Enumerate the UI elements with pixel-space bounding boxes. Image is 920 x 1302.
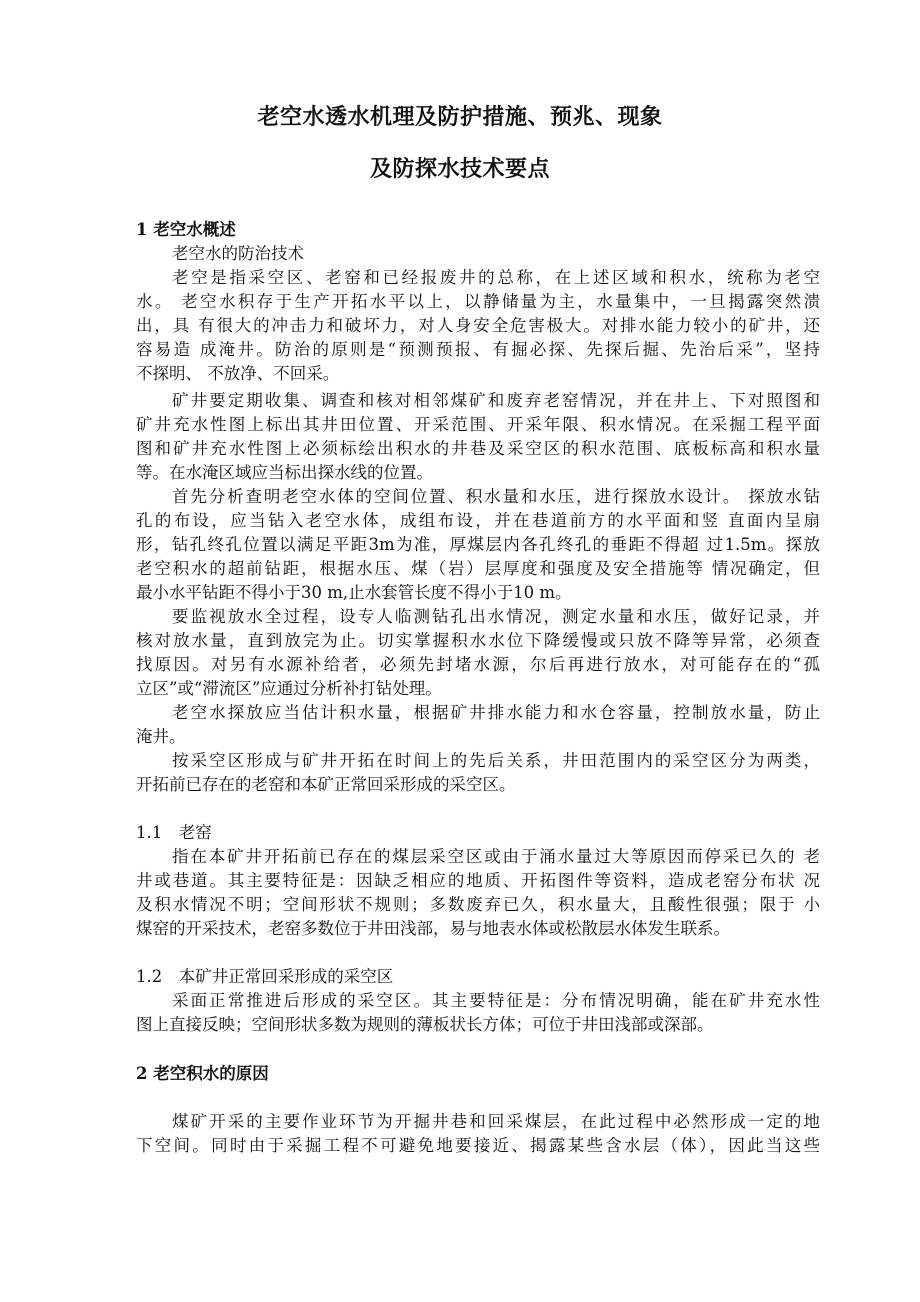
document-title-line-2: 及防探水技术要点 [369,156,550,182]
paragraph-line: 出，具 有很大的冲击力和破坏力，对人身安全危害极大。对排水能力较小的矿井，还 [136,316,820,335]
section-1-heading: 1 老空水概述 [136,220,236,239]
paragraph-line: 等。在水淹区域应当标出探水线的位置。 [136,463,433,482]
paragraph-line: 要监视放水全过程，设专人临测钻孔出水情况，测定水量和水压，做好记录，并 [172,607,820,626]
document-title-line-1: 老空水透水机理及防护措施、预兆、现象 [257,104,663,130]
paragraph-line: 下空间。同时由于采掘工程不可避免地要接近、揭露某些含水层（体），因此当这些 [136,1136,820,1155]
paragraph-line: 最小水平钻距不得小于30 m,止水套管长度不得小于10 m。 [136,583,572,602]
section-2-heading: 2 老空积水的原因 [136,1064,269,1083]
paragraph-line: 不探明、 不放净、不回采。 [136,364,340,383]
paragraph-line: 图和矿井充水性图上必须标绘出积水的井巷及采空区的积水范围、底板标高和积水量 [136,439,820,458]
paragraph-line: 形，钻孔终孔位置以满足平距3m为准，厚煤层内各孔终孔的垂距不得超 过1.5m。探放 [136,535,820,554]
paragraph-line: 井或巷道。其主要特征是：因缺乏相应的地质、开拓图件等资料，造成老窑分布状 况 [136,871,820,890]
paragraph-line: 及积水情况不明；空间形状不规则；多数废弃已久，积水量大，且酸性很强；限于 小 [136,895,820,914]
paragraph-line: 老空水探放应当估计积水量，根据矿井排水能力和水仓容量，控制放水量，防止 [172,703,820,722]
subsection-1-2-heading: 1.2 本矿井正常回采形成的采空区 [136,967,394,986]
paragraph-line: 指在本矿井开拓前已存在的煤层采空区或由于涌水量过大等原因而停采已久的 老 [172,847,820,866]
paragraph-line: 按采空区形成与矿井开拓在时间上的先后关系，井田范围内的采空区分为两类， [172,751,820,770]
paragraph-line: 容易造 成淹井。防治的原则是“预测预报、有掘必探、先探后掘、先治后采”，坚持 [136,340,820,359]
paragraph-line: 水。 老空水积存于生产开拓水平以上，以静储量为主，水量集中，一旦揭露突然溃 [136,292,820,311]
paragraph-line: 矿井充水性图上标出其井田位置、开采范围、开采年限、积水情况。在采掘工程平面 [136,415,820,434]
paragraph-line: 孔的布设，应当钻入老空水体，成组布设，并在巷道前方的水平面和竖 直面内呈扇 [136,511,820,530]
paragraph-line: 采面正常推进后形成的采空区。其主要特征是：分布情况明确，能在矿井充水性 [172,991,820,1010]
paragraph-line: 老空是指采空区、老窑和已经报废井的总称，在上述区域和积水，统称为老空 [172,268,820,287]
paragraph-line: 老空积水的超前钻距，根据水压、煤（岩）层厚度和强度及安全措施等 情况确定，但 [136,559,820,578]
subsection-1-1-heading: 1.1 老窑 [136,823,212,842]
paragraph-line: 找原因。对另有水源补给者，必须先封堵水源，尔后再进行放水，对可能存在的“孤 [136,655,820,674]
paragraph-line: 核对放水量，直到放完为止。切实掌握积水水位下降缓慢或只放不降等异常，必须查 [136,631,820,650]
paragraph-line: 煤矿开采的主要作业环节为开掘井巷和回采煤层，在此过程中必然形成一定的地 [172,1112,820,1131]
paragraph-line: 图上直接反映；空间形状多数为规则的薄板状长方体；可位于井田浅部或深部。 [136,1015,714,1034]
paragraph-line: 立区”或“滞流区”应通过分析补打钻处理。 [136,679,442,698]
paragraph-line: 煤窑的开采技术，老窑多数位于井田浅部，易与地表水体或松散层水体发生联系。 [136,919,730,938]
paragraph-line: 淹井。 [136,727,186,746]
paragraph-line: 首先分析查明老空水体的空间位置、积水量和水压，进行探放水设计。 探放水钻 [172,487,820,506]
paragraph-line: 矿井要定期收集、调查和核对相邻煤矿和废弃老窑情况，并在井上、下对照图和 [172,391,820,410]
paragraph-line: 开拓前已存在的老窑和本矿正常回采形成的采空区。 [136,775,516,794]
subsection-label: 老空水的防治技术 [172,244,304,263]
